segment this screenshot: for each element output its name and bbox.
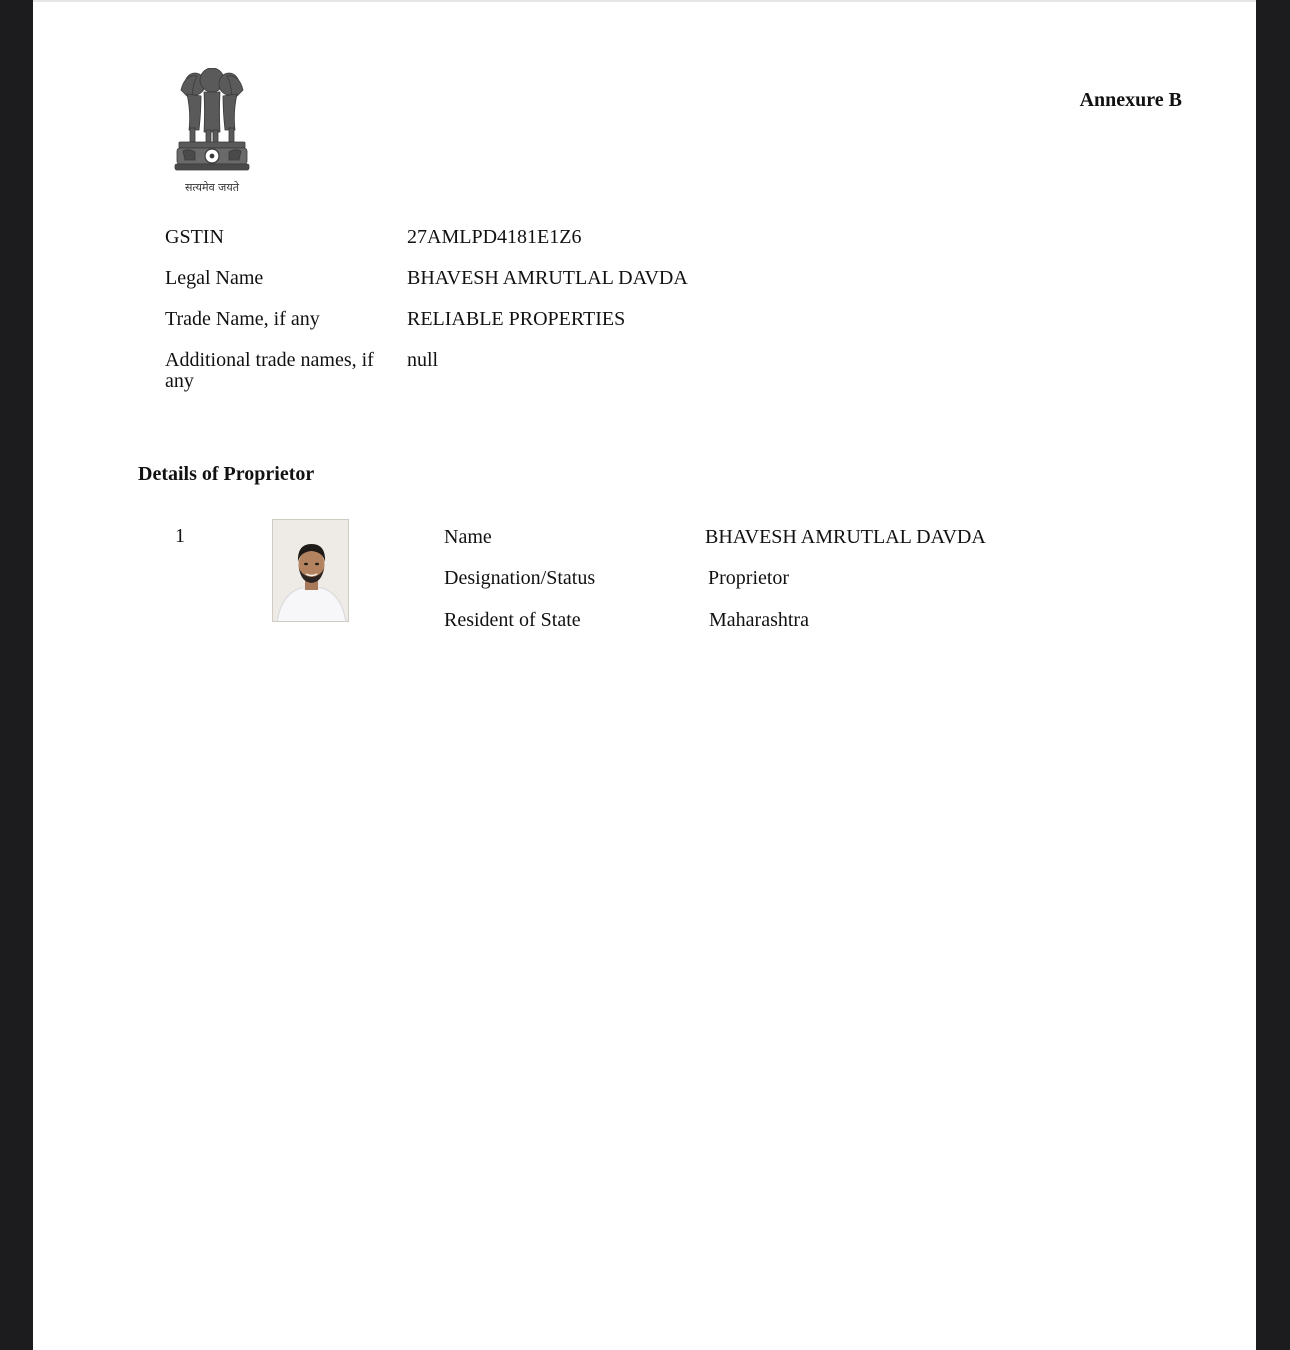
trade-name-label: Trade Name, if any	[165, 308, 320, 330]
document-page	[33, 0, 1256, 1350]
proprietor-index: 1	[175, 525, 185, 547]
annexure-label: Annexure B	[1079, 89, 1182, 111]
proprietor-state-label: Resident of State	[444, 609, 581, 631]
proprietor-state-value: Maharashtra	[709, 609, 809, 631]
proprietor-designation-label: Designation/Status	[444, 567, 596, 589]
trade-name-value: RELIABLE PROPERTIES	[407, 308, 626, 330]
legal-name-label: Legal Name	[165, 267, 264, 289]
additional-trade-names-label: Additional trade names, if any	[165, 349, 374, 392]
additional-trade-names-value: null	[407, 349, 439, 371]
proprietor-section-heading: Details of Proprietor	[138, 463, 315, 485]
gstin-value: 27AMLPD4181E1Z6	[407, 226, 582, 248]
proprietor-designation-value: Proprietor	[708, 567, 790, 589]
gstin-label: GSTIN	[165, 226, 224, 248]
legal-name-value: BHAVESH AMRUTLAL DAVDA	[407, 267, 688, 289]
proprietor-name-value: BHAVESH AMRUTLAL DAVDA	[705, 526, 986, 548]
proprietor-name-label: Name	[444, 526, 492, 548]
emblem-motto: सत्यमेव जयते	[184, 181, 239, 194]
proprietor-photo	[272, 519, 349, 622]
state-emblem-icon	[171, 68, 253, 200]
